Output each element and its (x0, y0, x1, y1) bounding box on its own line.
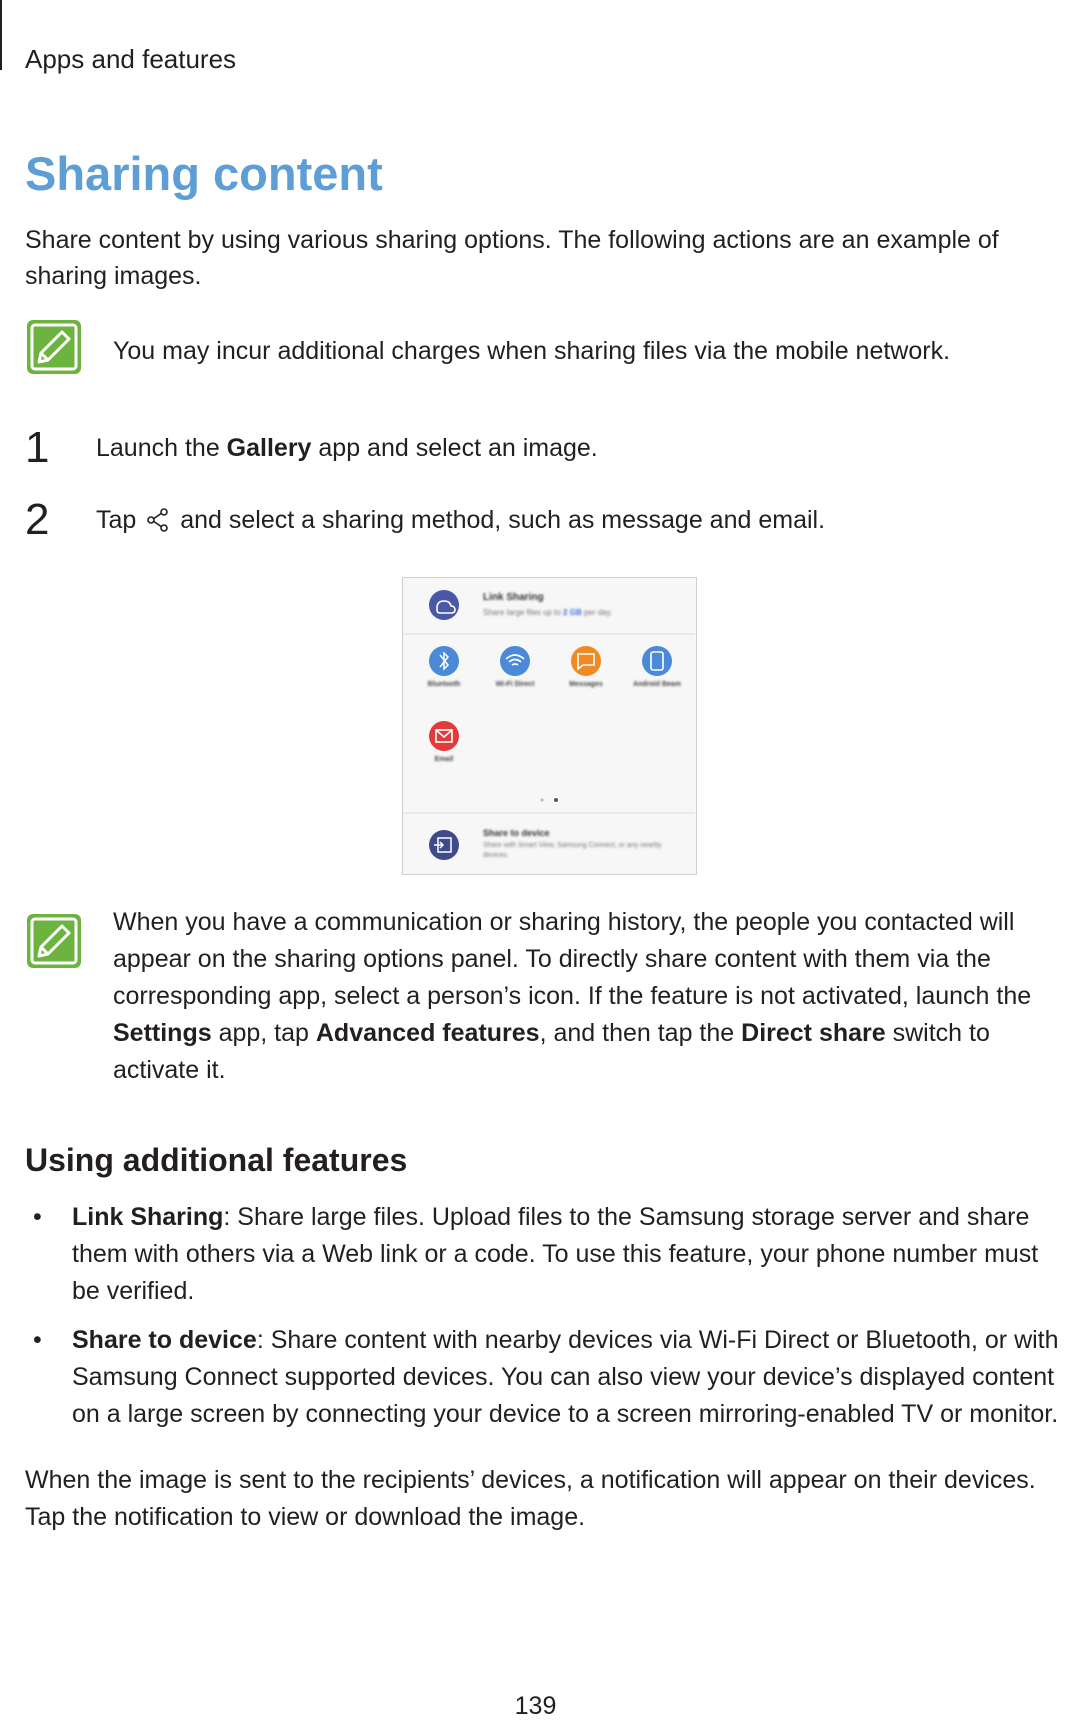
app-label-messages: Messages (569, 681, 603, 688)
header-rule (0, 0, 2, 70)
step-1 (25, 423, 598, 472)
settings-app-name: Settings (113, 1019, 212, 1047)
note-charges: You may incur additional charges when sharing files via the mobile network. (113, 337, 951, 365)
app-label-wifi-direct: Wi-Fi Direct (495, 681, 535, 688)
step-text: Launch the Gallery app and select an image. (96, 434, 598, 462)
app-label-android-beam: Android Beam (633, 681, 681, 688)
step-number: 2 (25, 495, 50, 544)
intro-paragraph: Share content by using various sharing options. The following actions are an example of sharing images. (25, 226, 999, 290)
closing-paragraph: When the image is sent to the recipients’ devices, a notification will appear on their devices. Tap the notification to view or download the image. (25, 1466, 1036, 1531)
page-title: Sharing content (25, 147, 383, 200)
step-2 (25, 495, 826, 544)
bullet-marker: • (33, 1203, 42, 1231)
section-title: Using additional features (25, 1142, 408, 1178)
page-number: 139 (514, 1692, 557, 1720)
gallery-app-name: Gallery (226, 434, 312, 462)
bullet-term: Share to device (72, 1326, 257, 1354)
share-icon (147, 508, 169, 532)
link-sharing-subtitle: Share large files up to 2 GB per day. (483, 608, 613, 617)
bullet-term: Link Sharing (72, 1203, 224, 1231)
advanced-features-label: Advanced features (315, 1019, 540, 1047)
step-text: Tap and select a sharing method, such as message and email. (96, 506, 826, 534)
app-label-bluetooth: Bluetooth (427, 681, 461, 688)
note-pencil-icon (25, 912, 83, 970)
app-label-email: Email (434, 756, 454, 763)
share-to-device-title: Share to device (483, 828, 550, 838)
share-to-device-subtitle: Share with Smart View, Samsung Connect, or any nearby devices. (483, 842, 662, 859)
note-direct-share: When you have a communication or sharing history, the people you contacted will appear on the sharing options panel. To directly share content with them via the corresponding app, select a person’s icon. If the feature is not activated, launch the Settings app, tap Advanced features, and then tap the Direct share switch to activate it. (113, 908, 1032, 1084)
bullet-link-sharing: • Link Sharing: Share large files. Upload files to the Samsung storage server and share them with others via a Web link or a code. To use this feature, your phone number must be verified. (25, 1199, 1065, 1310)
link-sharing-title: Link Sharing (483, 592, 544, 603)
step-number: 1 (25, 423, 50, 472)
bullet-marker: • (33, 1326, 42, 1354)
sharing-panel-screenshot (402, 577, 697, 875)
bullet-share-to-device: • Share to device: Share content with nearby devices via Wi-Fi Direct or Bluetooth, or with Samsung Connect supported devices. You can also view your device’s displayed content on a large screen by connecting your device to a screen mirroring-enabled TV or monitor. (25, 1322, 1065, 1433)
header-section: Apps and features (25, 44, 237, 74)
direct-share-label: Direct share (741, 1019, 886, 1047)
note-pencil-icon (25, 318, 83, 376)
